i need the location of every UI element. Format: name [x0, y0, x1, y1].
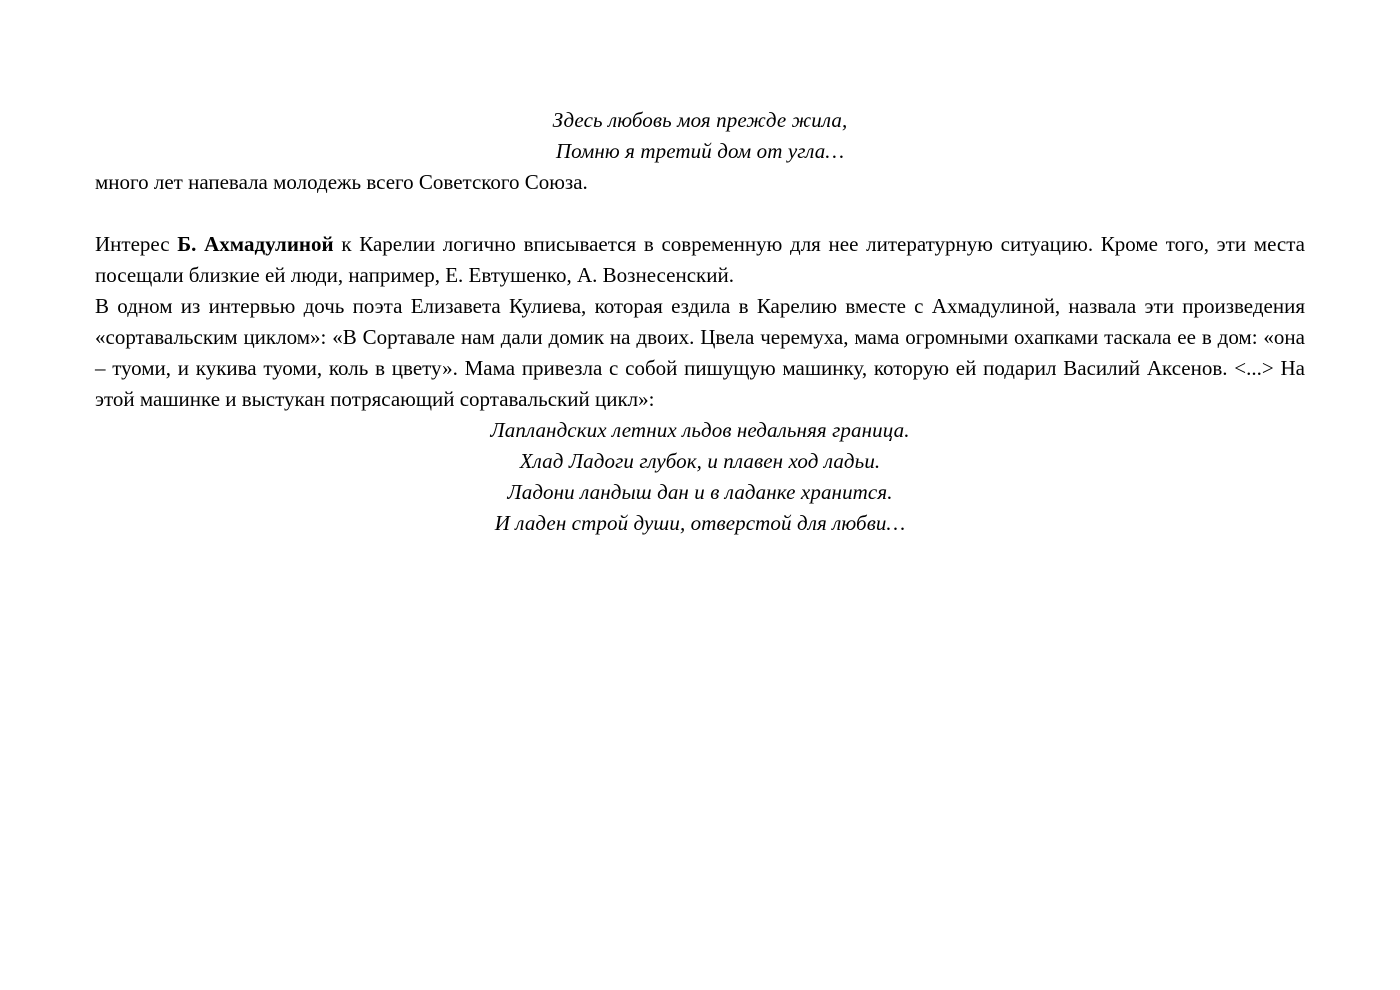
- paragraph-lead-text: Интерес: [95, 232, 178, 256]
- poem-line: Помню я третий дом от угла…: [555, 139, 845, 163]
- document-page: [95, 105, 1305, 539]
- poem-line: Хлад Ладоги глубок, и плавен ход ладьи.: [519, 449, 881, 473]
- paragraph-rest-text: к Карелии логично вписывается в современную для нее литературную ситуацию. Кроме того, эти места посещали близкие ей люди, например, Е. Евтушенко, А. Вознесенский.: [95, 232, 1305, 287]
- poem-excerpt-2: [95, 415, 1305, 539]
- poem-line: Ладони ландыш дан и в ладанке хранится.: [507, 480, 893, 504]
- paragraph-spacer: [95, 198, 1305, 229]
- paragraph-interview: В одном из интервью дочь поэта Елизавета Кулиева, которая ездила в Карелию вместе с Ахмадулиной, назвала эти произведения «сортавальским циклом»: «В Сортавале нам дали домик на двоих. Цвела черемуха, мама огромными охапками таскала ее в дом: «она – туоми, и кукива туоми, коль в цвету». Мама привезла с собой пишущую машинку, которую ей подарил Василий Аксенов. <...> На этой машинке и выстукан потрясающий сортавальский цикл»:: [95, 294, 1305, 411]
- paragraph-karelia-interest: [95, 229, 1305, 291]
- author-name-bold: Б. Ахмадулиной: [177, 232, 334, 256]
- poem-excerpt-1: [95, 105, 1305, 167]
- poem-line: Здесь любовь моя прежде жила,: [552, 108, 848, 132]
- paragraph-soviet-youth: много лет напевала молодежь всего Советского Союза.: [95, 170, 588, 194]
- poem-line: И ладен строй души, отверстой для любви…: [494, 511, 906, 535]
- poem-line: Лапландских летних льдов недальняя граница.: [490, 418, 910, 442]
